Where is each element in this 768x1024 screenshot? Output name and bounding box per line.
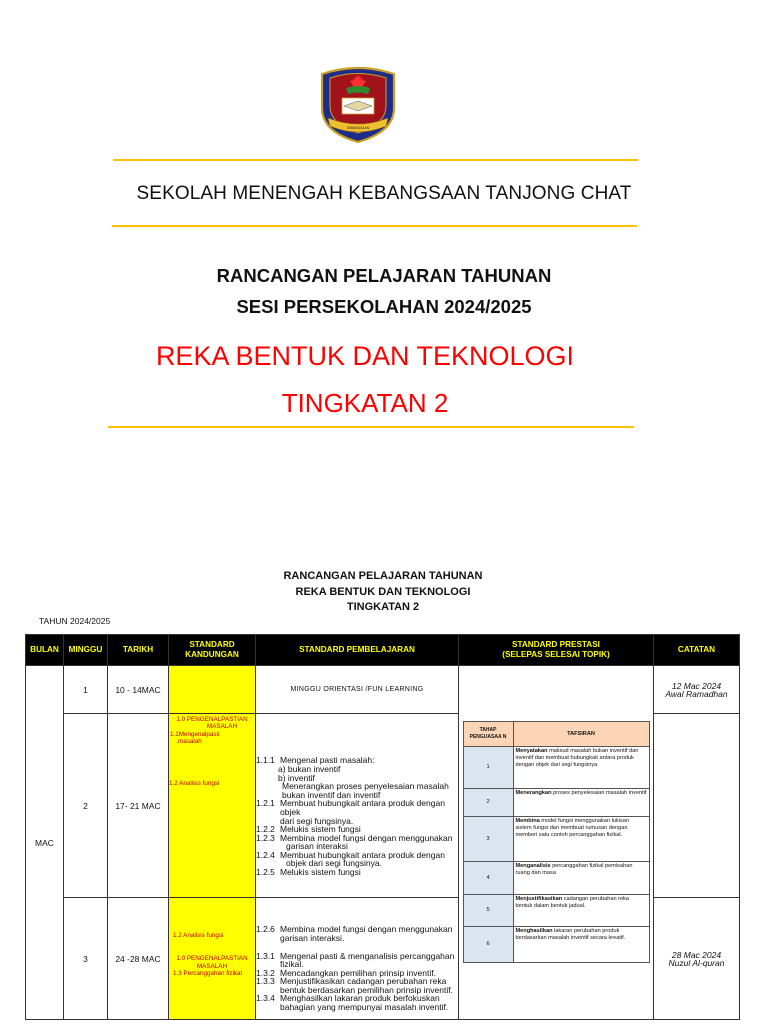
notes-cell [654,714,740,898]
header-bulan: BULAN [26,635,64,666]
top-divider-1 [113,159,638,161]
week-cell: 2 [64,714,108,898]
performance-level: 4 [463,862,513,895]
header-standard-kandungan: STANDARD KANDUNGAN [169,635,256,666]
date-cell: 24 -28 MAC [108,898,169,1020]
performance-level: 2 [463,789,513,817]
performance-description: Menjustifikasikan cadangan perubahan reka bentuk dalam bentuk jadual. [513,895,649,927]
plan-title: RANCANGAN PELAJARAN TAHUNAN [216,265,552,286]
content-standard-cell [169,666,256,714]
header-standard-prestasi: STANDARD PRESTASI (SELEPAS SELESAI TOPIK) [459,635,654,666]
header-standard-pembelajaran: STANDARD PEMBELAJARAN [256,635,459,666]
performance-description: Menerangkan proses penyelesaian masalah inventif [513,789,649,817]
performance-level-row [463,895,649,927]
school-name: SEKOLAH MENENGAH KEBANGSAAN TANJONG CHAT [136,183,632,204]
school-crest-logo [316,60,400,144]
performance-level: 6 [463,927,513,963]
week-cell: 3 [64,898,108,1020]
performance-description: Menyatakan maksud masalah bukan inventif dan inventif dan membuat hubungkait antara produk dengan objek dari segi fungsinya [513,747,649,789]
performance-description: Menganalisis percanggahan fizikal pemisahan ruang dan masa [513,862,649,895]
performance-level: 3 [463,817,513,862]
svg-text:KEBANGSAAN: KEBANGSAAN [346,126,370,130]
date-cell: 17- 21 MAC [108,714,169,898]
learning-standard-cell: MINGGU ORIENTASI /FUN LEARNING [256,666,459,714]
performance-level: 1 [463,747,513,789]
section-title-1: RANCANGAN PELAJARAN TAHUNAN [283,570,483,582]
header-catatan: CATATAN [654,635,740,666]
content-standard-cell: 1.2 Analisis fungsi 1.0 PENGENALPASTIAN MASALAH 1.3 Percanggahan fizikal [169,898,256,1020]
table-row [26,666,740,714]
performance-level-row [463,789,649,817]
top-divider-3 [108,426,634,428]
header-minggu: MINGGU [64,635,108,666]
month-cell: MAC [26,666,64,1020]
interpretation-header: TAFSIRAN [513,722,649,747]
top-divider-2 [112,225,637,227]
performance-description: Membina model fungsi menggunakan lukisan sistem fungsi dan membuat rumusan dengan memberi satu contoh percanggahan fizikal. [513,817,649,862]
subject-title: REKA BENTUK DAN TEKNOLOGI [155,341,575,371]
date-cell: 10 - 14MAC [108,666,169,714]
lesson-plan-table [25,634,740,1020]
performance-level-row [463,862,649,895]
year-label: TAHUN 2024/2025 [39,616,111,626]
performance-level-row [463,747,649,789]
session-title: SESI PERSEKOLAHAN 2024/2025 [236,296,532,317]
section-title-3: TINGKATAN 2 [346,601,420,613]
performance-standard-cell [459,666,654,1020]
learning-standard-cell: 1.1.1 Mengenal pasti masalah: a) bukan inventif b) inventif Menerangkan proses penyelesaian masalah bukan inventif dan inventif 1.2.1 Membuat hubungkait antara produk dengan objek dari segi fungsinya. 1.2.2 Melukis sistem fungsi 1.2.3 Membina model fungsi dengan menggunakan garisan interaksi 1.2.4 Membuat hubungkait antara produk dengan objek dari segi fungsinya. 1.2.5 Melukis sistem fungsi [256,714,459,898]
performance-header-row [463,722,649,747]
level-title: TINGKATAN 2 [281,388,449,418]
learning-standard-cell: 1.2.6 Membina model fungsi dengan menggunakan garisan interaksi. 1.3.1 Mengenal pasti & menganalisis percanggahan fizikal. 1.3.2 Mencadangkan pemilihan prinsip inventif. 1.3.3 Menjustifikasikan cadangan perubahan reka bentuk berdasarkan pemilihan prinsip inventif. 1.3.4 Menghasilkan lakaran produk berfokuskan bahagian yang mempunyai masalah inventif. [256,898,459,1020]
notes-cell: 28 Mac 2024 Nuzul Al-quran [654,898,740,1020]
section-title-2: REKA BENTUK DAN TEKNOLOGI [295,586,471,598]
performance-level-row [463,817,649,862]
performance-description: Menghasilkan lakaran perubahan produk berdasarkan masalah inventif secara kreatif. [513,927,649,963]
table-header-row [26,635,740,666]
notes-cell: 12 Mac 2024 Awal Ramadhan [654,666,740,714]
header-tarikh: TARIKH [108,635,169,666]
performance-level: 5 [463,895,513,927]
performance-levels-table [463,721,650,963]
week-cell: 1 [64,666,108,714]
performance-level-header: TAHAP PENGUASAA N [463,722,513,747]
content-standard-cell: 1.0 PENGENALPASTIAN MASALAH 1.1Mengenalpasti masalah 1.2 Analisis fungsi [169,714,256,898]
performance-level-row [463,927,649,963]
